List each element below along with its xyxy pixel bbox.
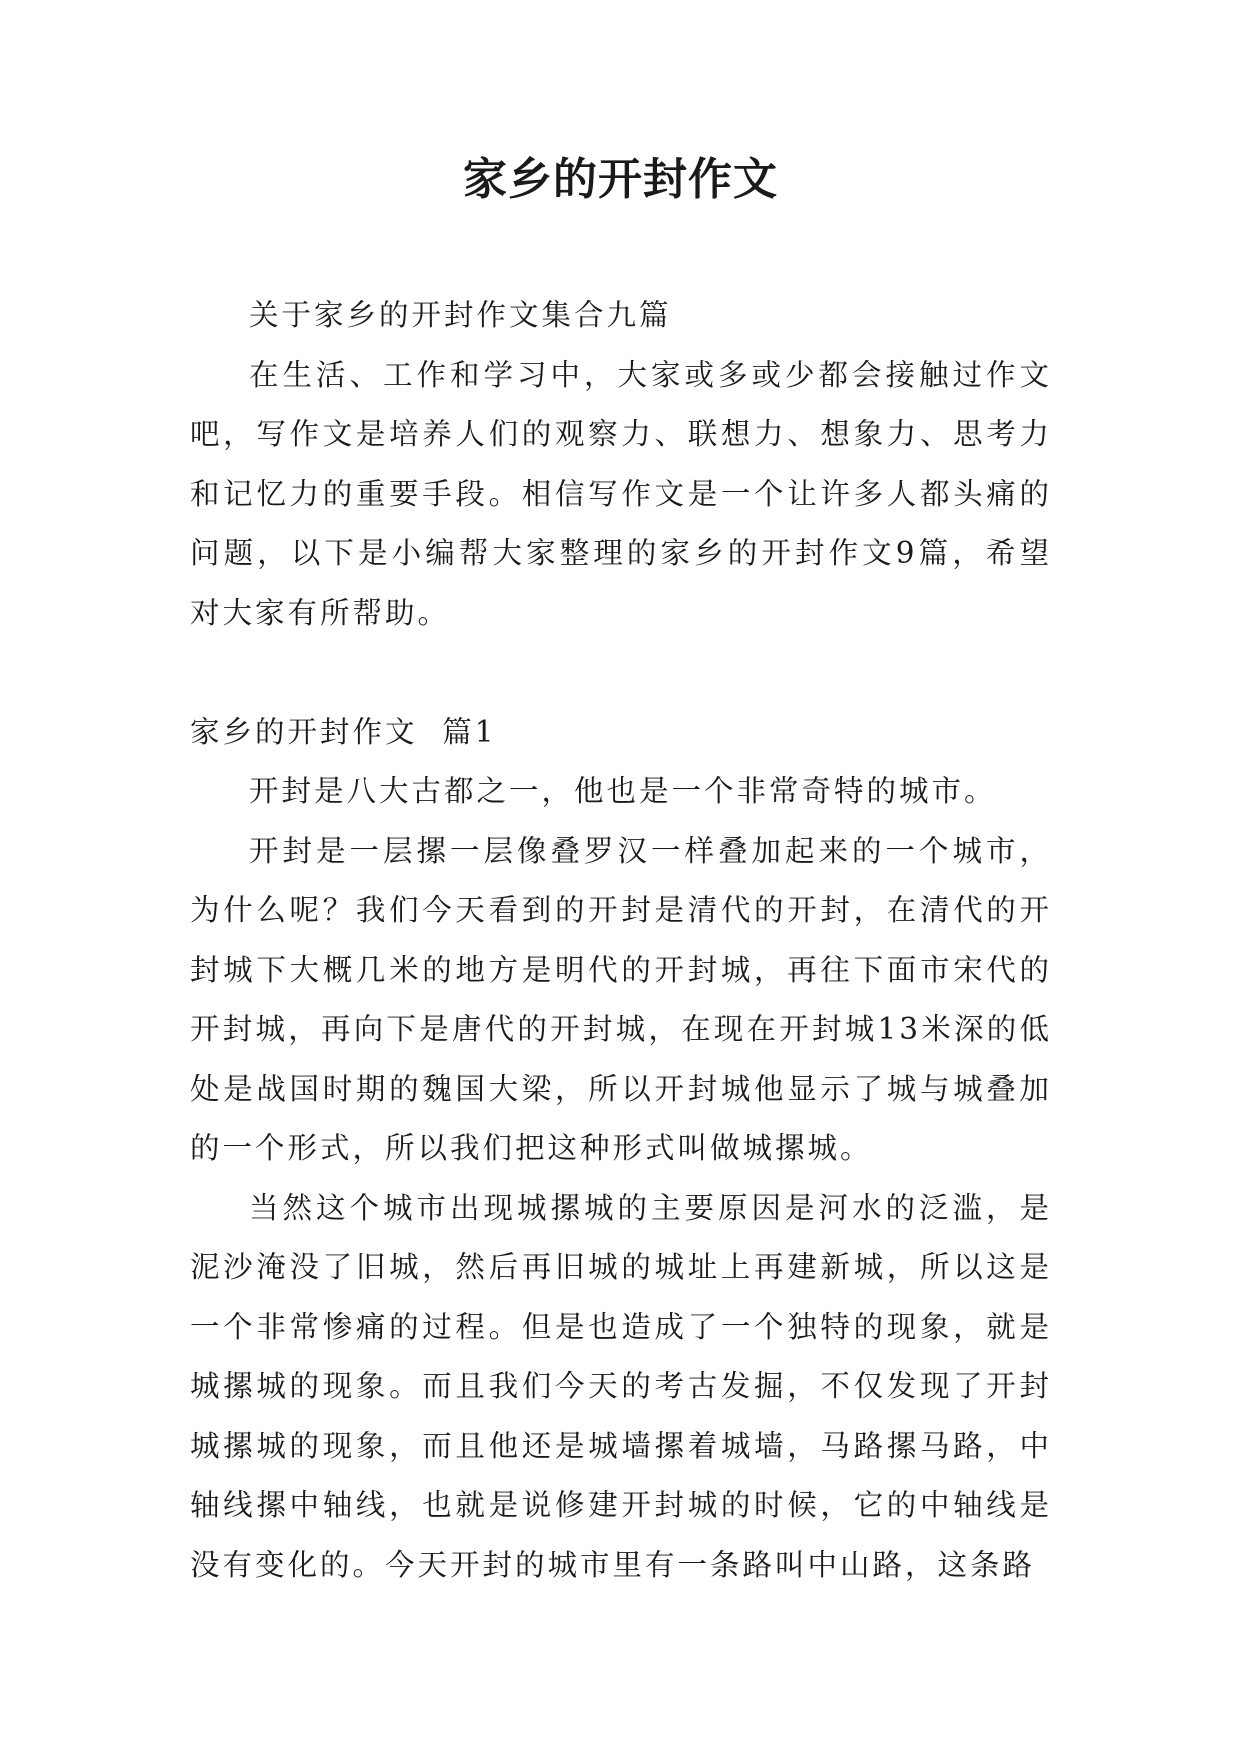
- intro-paragraph: 在生活、工作和学习中，大家或多或少都会接触过作文吧，写作文是培养人们的观察力、联想力、想象力、思考力和记忆力的重要手段。相信写作文是一个让许多人都头痛的问题，以下是小编帮大家整理的家乡的开封作文9篇，希望对大家有所帮助。: [190, 357, 1052, 630]
- body-paragraph-2: 开封是一层摞一层像叠罗汉一样叠加起来的一个城市，为什么呢？我们今天看到的开封是清代的开封，在清代的开封城下大概几米的地方是明代的开封城，再往下面市宋代的开封城，再向下是唐代的开封城，在现在开封城13米深的低处是战国时期的魏国大梁，所以开封城他显示了城与城叠加的一个形式，所以我们把这种形式叫做城摞城。: [190, 833, 1052, 1165]
- document-subtitle: 关于家乡的开封作文集合九篇: [249, 298, 672, 332]
- section-heading: 家乡的开封作文 篇1: [190, 714, 497, 749]
- document-title: 家乡的开封作文: [463, 154, 778, 205]
- document-body: [190, 286, 1052, 1595]
- body-paragraph-1: 开封是八大古都之一，他也是一个非常奇特的城市。: [249, 774, 997, 808]
- body-paragraph-3: 当然这个城市出现城摞城的主要原因是河水的泛滥，是泥沙淹没了旧城，然后再旧城的城址上再建新城，所以这是一个非常惨痛的过程。但是也造成了一个独特的现象，就是城摞城的现象。而且我们今天的考古发掘，不仅发现了开封城摞城的现象，而且他还是城墙摞着城墙，马路摞马路，中轴线摞中轴线，也就是说修建开封城的时候，它的中轴线是没有变化的。今天开封的城市里有一条路叫中山路，这条路: [190, 1190, 1052, 1582]
